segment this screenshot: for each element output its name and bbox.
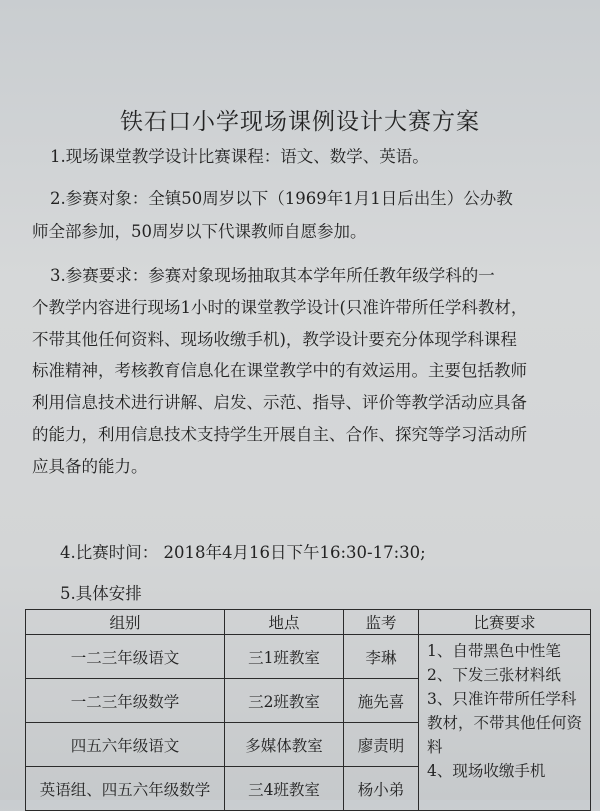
section-5-text: 5.具体安排 <box>60 584 142 603</box>
section-2-line-2: 师全部参加，50周岁以下代课教师自愿参加。 <box>32 221 367 241</box>
cell-group: 一二三年级语文 <box>26 635 225 679</box>
cell-place: 三2班教室 <box>225 679 344 723</box>
section-3-line-7: 应具备的能力。 <box>32 456 148 476</box>
section-1-courses <box>50 141 590 174</box>
cell-proctor: 李琳 <box>344 635 419 679</box>
cell-proctor: 施先喜 <box>344 679 419 723</box>
cell-place: 三4班教室 <box>225 767 344 811</box>
section-2-line-1: 2.参赛对象：全镇50周岁以下（1969年1月1日后出生）公办教 <box>50 189 513 208</box>
requirement-line: 料 <box>427 738 443 756</box>
requirement-line: 2、下发三张材料纸 <box>427 666 561 684</box>
requirement-line: 1、自带黑色中性笔 <box>427 642 561 660</box>
section-3-line-1: 3.参赛要求：参赛对象现场抽取其本学年所任教年级学科的一 <box>50 266 495 285</box>
section-1-text: 1.现场课堂教学设计比赛课程：语文、数学、英语。 <box>50 147 429 166</box>
section-3-requirements <box>32 260 590 483</box>
section-4-text: 4.比赛时间： 2018年4月16日下午16:30-17:30; <box>60 543 426 562</box>
cell-place: 三1班教室 <box>225 635 344 679</box>
cell-group: 一二三年级数学 <box>26 679 225 723</box>
table-header-row <box>26 610 591 635</box>
header-requirements: 比赛要求 <box>419 610 591 635</box>
requirement-line: 4、现场收缴手机 <box>427 762 546 780</box>
section-3-line-2: 个教学内容进行现场1小时的课堂教学设计(只准许带所任学科教材， <box>32 297 528 317</box>
header-place: 地点 <box>225 610 344 635</box>
requirement-line: 教材，不带其他任何资 <box>427 714 583 732</box>
header-proctor: 监考 <box>344 610 419 635</box>
section-3-line-6: 的能力，利用信息技术支持学生开展自主、合作、探究等学习活动所 <box>32 424 527 444</box>
table-row <box>26 635 591 679</box>
section-3-line-3: 不带其他任何资料、现场收缴手机)，教学设计要充分体现学科课程 <box>32 329 517 349</box>
section-3-line-4: 标准精神，考核教育信息化在课堂教学中的有效运用。主要包括教师 <box>32 361 527 381</box>
requirement-line: 3、只准许带所任学科 <box>427 690 577 708</box>
header-group: 组别 <box>26 610 225 635</box>
cell-group: 英语组、四五六年级数学 <box>26 767 225 811</box>
document-title: 铁石口小学现场课例设计大赛方案 <box>120 109 480 135</box>
cell-proctor: 廖责明 <box>344 723 419 767</box>
cell-requirements <box>419 635 591 811</box>
section-5-arrangement <box>50 578 590 611</box>
section-2-participants <box>32 183 590 248</box>
schedule-table <box>25 609 591 811</box>
section-3-line-5: 利用信息技术进行讲解、启发、示范、指导、评价等教学活动应具备 <box>32 393 527 413</box>
cell-group: 四五六年级语文 <box>26 723 225 767</box>
cell-place: 多媒体教室 <box>225 723 344 767</box>
section-4-time <box>50 537 590 570</box>
cell-proctor: 杨小弟 <box>344 767 419 811</box>
